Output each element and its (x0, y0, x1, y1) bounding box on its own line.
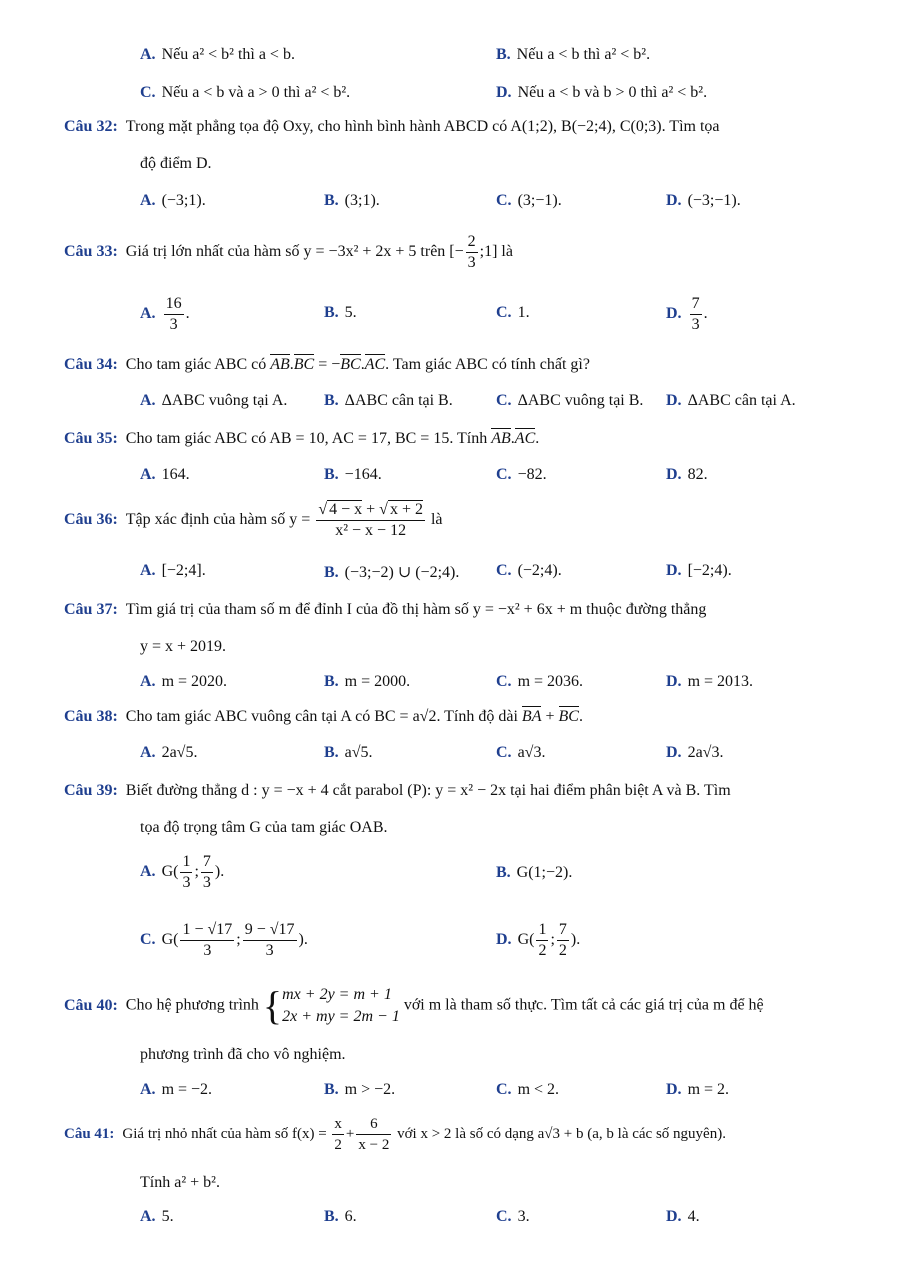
q41-option-d: D. 4. (666, 1208, 700, 1225)
q37-option-a: A. m = 2020. (140, 673, 228, 690)
vector-bc: BC (558, 708, 579, 725)
q40-option-b: B. m > −2. (324, 1081, 396, 1098)
q35-stem: Câu 35: Cho tam giác ABC có AB = 10, AC = 17, BC = 15. Tính AB.AC. (64, 430, 540, 447)
q40-stem: Câu 40: Cho hệ phương trình { mx + 2y = m + 1 2x + my = 2m − 1 với m là tham số thực. Tìm tất cả các giá trị của m để hệ (64, 983, 764, 1028)
q41-stem-line2: Tính a² + b². (140, 1174, 220, 1191)
q38-stem: Câu 38: Cho tam giác ABC vuông cân tại A có BC = a√2. Tính độ dài BA + BC. (64, 708, 583, 725)
q39-option-c: C. G( $\frac{1 - √17}{3}$ ; $\frac{9 - √17}{3}$ ). (140, 921, 308, 959)
q39-stem: Câu 39: Biết đường thẳng d : y = −x + 4 cắt parabol (P): y = x² − 2x tại hai điểm phân biệt A và B. Tìm (64, 782, 731, 799)
q40-stem-line2: phương trình đã cho vô nghiệm. (140, 1046, 346, 1063)
q37-option-d: D. m = 2013. (666, 673, 754, 690)
q34-option-b: B. ΔABC cân tại B. (324, 392, 453, 409)
q37-option-b: B. m = 2000. (324, 673, 411, 690)
q35-option-d: D. 82. (666, 466, 708, 483)
q40-option-d: D. m = 2. (666, 1081, 730, 1098)
q31-option-d: D. Nếu a < b và b > 0 thì a² < b². (496, 84, 708, 101)
q32-option-c: C. (3;−1). (496, 192, 562, 209)
q35-option-b: B. −164. (324, 466, 382, 483)
vector-ac: AC (514, 430, 536, 447)
q38-option-d: D. 2a√3. (666, 744, 724, 761)
q40-option-c: C. m < 2. (496, 1081, 560, 1098)
q37-stem-line2: y = x + 2019. (140, 638, 227, 655)
q41-option-a: A. 5. (140, 1208, 174, 1225)
q33-option-d: D. $\frac{7}{3}$ . (666, 295, 708, 333)
vector-bc: BC (293, 356, 315, 373)
q31-option-a: A. Nếu a² < b² thì a < b. (140, 46, 295, 63)
q37-stem: Câu 37: Tìm giá trị của tham số m để đỉnh I của đồ thị hàm số y = −x² + 6x + m thuộc đường thẳng (64, 601, 707, 618)
q38-option-c: C. a√3. (496, 744, 546, 761)
q34-option-c: C. ΔABC vuông tại B. (496, 392, 644, 409)
q36-option-b: B. (−3;−2) ∪ (−2;4). (324, 564, 460, 581)
q33-option-a: A. $\frac{16}{3}$ . (140, 295, 190, 333)
q36-fraction: $\frac{√ 4 - x + √ x + 2}{\text{x² − x − 12}}$ (318, 501, 423, 539)
q33-option-c: C. 1. (496, 304, 530, 321)
q39-stem-line2: tọa độ trọng tâm G của tam giác OAB. (140, 819, 388, 836)
q41-stem: Câu 41: Giá trị nhỏ nhất của hàm số f(x) = $\frac{x}{2}$ + $\frac{6}{x - 2}$ với x > 2 là số có dạng a√3 + b (a, b là các số nguyên). (64, 1116, 726, 1153)
vector-ab: AB (491, 430, 511, 447)
q36-option-a: A. [−2;4]. (140, 562, 206, 579)
equation-system: mx + 2y = m + 1 2x + my = 2m − 1 (282, 986, 400, 1025)
q34-option-a: A. ΔABC vuông tại A. (140, 392, 288, 409)
vector-ab: AB (270, 356, 290, 373)
q33-stem: Câu 33: Giá trị lớn nhất của hàm số y = −3x² + 2x + 5 trên [− $\frac{2}{3}$ ;1] là (64, 233, 513, 271)
q33-fraction: $\frac{2}{3}$ (467, 233, 476, 271)
q41-option-b: B. 6. (324, 1208, 357, 1225)
q37-option-c: C. m = 2036. (496, 673, 584, 690)
vector-ba: BA (521, 708, 542, 725)
system-brace: { (262, 983, 283, 1028)
q32-stem: Câu 32: Trong mặt phẳng tọa độ Oxy, cho hình bình hành ABCD có A(1;2), B(−2;4), C(0;3). Tìm tọa (64, 118, 720, 135)
q39-option-a: A. G( $\frac{1}{3}$ ; $\frac{7}{3}$ ). (140, 853, 225, 891)
q40-option-a: A. m = −2. (140, 1081, 213, 1098)
q32-stem-line2: độ điểm D. (140, 155, 212, 172)
q34-stem: Câu 34: Cho tam giác ABC có AB.BC = −BC.AC. Tam giác ABC có tính chất gì? (64, 356, 590, 373)
q38-option-b: B. a√5. (324, 744, 373, 761)
q31-option-b: B. Nếu a < b thì a² < b². (496, 46, 651, 63)
q33-option-b: B. 5. (324, 304, 357, 321)
q39-option-b: B. G(1;−2). (496, 864, 573, 881)
q41-option-c: C. 3. (496, 1208, 530, 1225)
q36-stem: Câu 36: Tập xác định của hàm số y = $\frac{√ 4 - x + √ x + 2}{\text{x² − x − 12}}$ là (64, 501, 443, 539)
vector-ac: AC (364, 356, 386, 373)
q34-option-d: D. ΔABC cân tại A. (666, 392, 796, 409)
q35-option-a: A. 164. (140, 466, 190, 483)
q32-option-b: B. (3;1). (324, 192, 380, 209)
q38-option-a: A. 2a√5. (140, 744, 198, 761)
vector-bc-2: BC (340, 356, 361, 373)
q36-option-c: C. (−2;4). (496, 562, 562, 579)
q32-option-a: A. (−3;1). (140, 192, 206, 209)
q36-option-d: D. [−2;4). (666, 562, 732, 579)
q32-option-d: D. (−3;−1). (666, 192, 741, 209)
q31-option-c: C. Nếu a < b và a > 0 thì a² < b². (140, 84, 351, 101)
q35-option-c: C. −82. (496, 466, 547, 483)
q39-option-d: D. G( $\frac{1}{2}$ ; $\frac{7}{2}$ ). (496, 921, 581, 959)
